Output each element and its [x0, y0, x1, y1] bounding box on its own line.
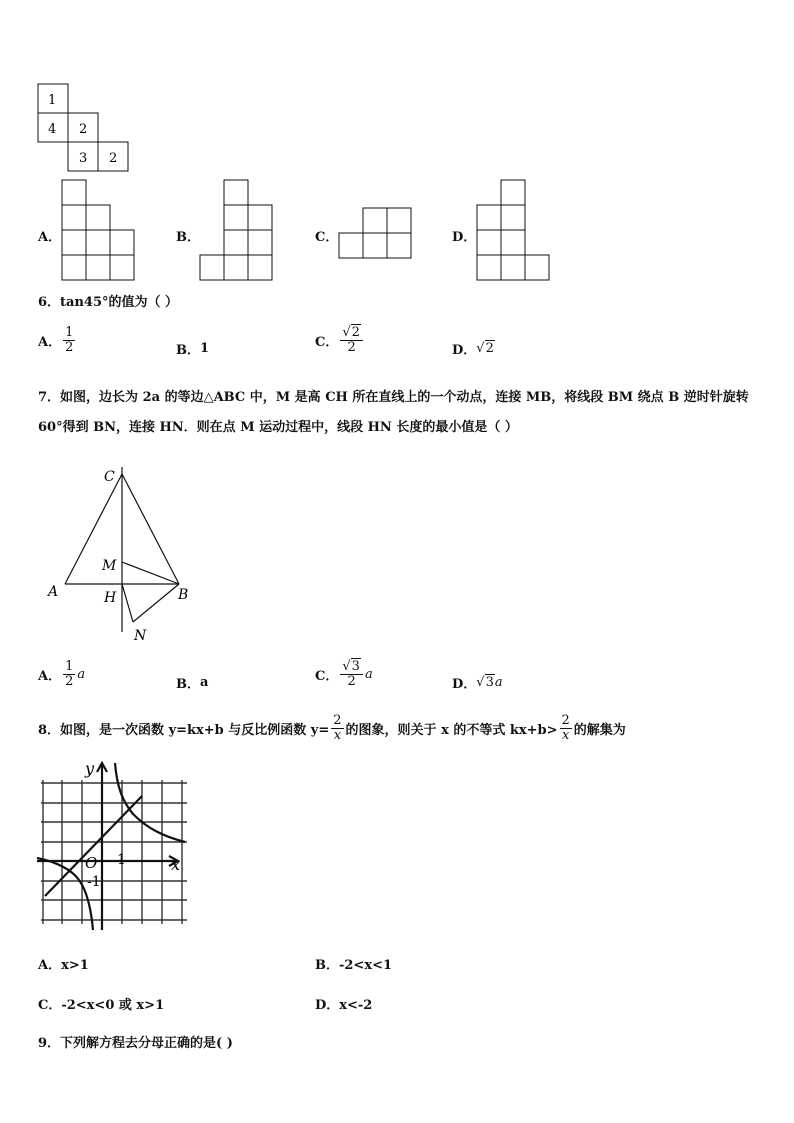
x-axis-label: x — [171, 855, 181, 874]
q6-option-d-label: D． — [452, 343, 477, 358]
net-cell-label: 3 — [79, 151, 88, 166]
vertex-label-b: B — [178, 587, 189, 603]
triangle-figure — [44, 462, 204, 648]
numerator: 1 — [65, 659, 74, 674]
fraction — [63, 326, 75, 355]
denominator: x — [333, 728, 342, 743]
fraction — [331, 714, 343, 743]
function-graph-figure — [37, 758, 189, 932]
q8-stem-part-3: 的解集为 — [573, 723, 626, 738]
question-6-stem: 6．tan45°的值为（ ） — [38, 295, 179, 310]
y-axis-label: y — [85, 759, 95, 778]
option-c-label: C． — [315, 230, 339, 245]
radicand: 2 — [485, 341, 494, 356]
option-a-view-figure — [60, 178, 138, 282]
q7-option-c-label: C． — [315, 669, 339, 684]
point-label-n: N — [134, 628, 147, 644]
q6-option-d — [452, 339, 495, 358]
radicand: 3 — [485, 675, 494, 690]
question-7-stem-line-1: 7．如图，边长为 2a 的等边△ABC 中，M 是高 CH 所在直线上的一个动点，连接 MB，将线段 BM 绕点 B 逆时针旋转 — [38, 390, 749, 405]
denominator: 2 — [347, 340, 356, 355]
q6-option-c-label: C． — [315, 335, 339, 350]
radicand: 2 — [351, 325, 360, 340]
option-b-view-figure — [198, 178, 276, 282]
square-root: √2 — [476, 341, 494, 356]
variable: a — [77, 667, 86, 682]
denominator: x — [561, 728, 570, 743]
square-root: √3 — [476, 675, 494, 690]
net-cell-label: 4 — [48, 122, 57, 137]
point-label-h: H — [104, 590, 117, 606]
fraction — [63, 660, 75, 689]
q7-option-c — [315, 660, 373, 689]
q6-option-b-label: B． — [176, 343, 200, 358]
option-d-view-figure — [475, 178, 553, 282]
q7-option-d — [452, 673, 503, 692]
q6-option-a-label: A． — [38, 335, 62, 350]
q8-option-c: C．-2<x<0 或 x>1 — [38, 998, 165, 1013]
fraction — [340, 660, 363, 689]
segment-mb — [122, 562, 179, 584]
variable: a — [494, 675, 503, 690]
radicand: 3 — [351, 659, 360, 674]
q7-option-a-label: A． — [38, 669, 62, 684]
vertex-label-c: C — [104, 469, 115, 485]
numerator: √2 — [340, 326, 363, 341]
variable: a — [364, 667, 373, 682]
question-9-stem: 9．下列解方程去分母正确的是( ) — [38, 1036, 233, 1051]
option-a-label: A． — [38, 230, 62, 245]
tick-label-1: 1 — [117, 852, 126, 868]
numerator: 2 — [333, 713, 342, 728]
q7-option-b-value: a — [200, 675, 209, 690]
q7-option-d-label: D． — [452, 677, 477, 692]
q6-option-c — [315, 326, 365, 355]
q8-option-b: B．-2<x<1 — [315, 958, 393, 973]
q6-option-a — [38, 326, 77, 355]
q7-option-b — [176, 673, 208, 692]
cube-net-figure — [36, 82, 130, 174]
numerator: 1 — [65, 325, 74, 340]
net-cell-label: 2 — [79, 122, 88, 137]
question-7-stem-line-2: 60°得到 BN，连接 HN．则在点 M 运动过程中，线段 HN 长度的最小值是（ ） — [38, 420, 518, 435]
q6-option-b-value: 1 — [200, 341, 210, 356]
denominator: 2 — [65, 340, 74, 355]
segment-hn — [122, 584, 133, 622]
net-cell-label: 1 — [48, 93, 57, 108]
option-c-view-figure — [338, 206, 414, 260]
tick-label-neg-1: -1 — [87, 874, 101, 890]
question-8-stem — [38, 714, 626, 743]
option-b-label: B． — [176, 230, 200, 245]
vertex-label-a: A — [48, 584, 59, 600]
q8-option-d: D．x<-2 — [315, 998, 373, 1013]
side-cb — [122, 474, 179, 584]
numerator: 2 — [561, 713, 570, 728]
q8-stem-part-2: 的图象，则关于 x 的不等式 kx+b> — [345, 723, 558, 738]
q6-option-b — [176, 339, 209, 358]
numerator: √3 — [340, 660, 363, 675]
q8-option-a: A．x>1 — [38, 958, 89, 973]
denominator: 2 — [347, 674, 356, 689]
fraction — [340, 326, 363, 355]
point-label-m: M — [102, 558, 117, 574]
fraction — [560, 714, 572, 743]
q8-stem-part-1: 8．如图，是一次函数 y=kx+b 与反比例函数 y= — [38, 723, 330, 738]
origin-label: O — [85, 854, 98, 872]
q7-option-b-label: B． — [176, 677, 200, 692]
net-cell-label: 2 — [109, 151, 118, 166]
denominator: 2 — [65, 674, 74, 689]
option-d-label: D． — [452, 230, 477, 245]
q7-option-a — [38, 660, 85, 689]
segment-bn — [133, 584, 179, 622]
